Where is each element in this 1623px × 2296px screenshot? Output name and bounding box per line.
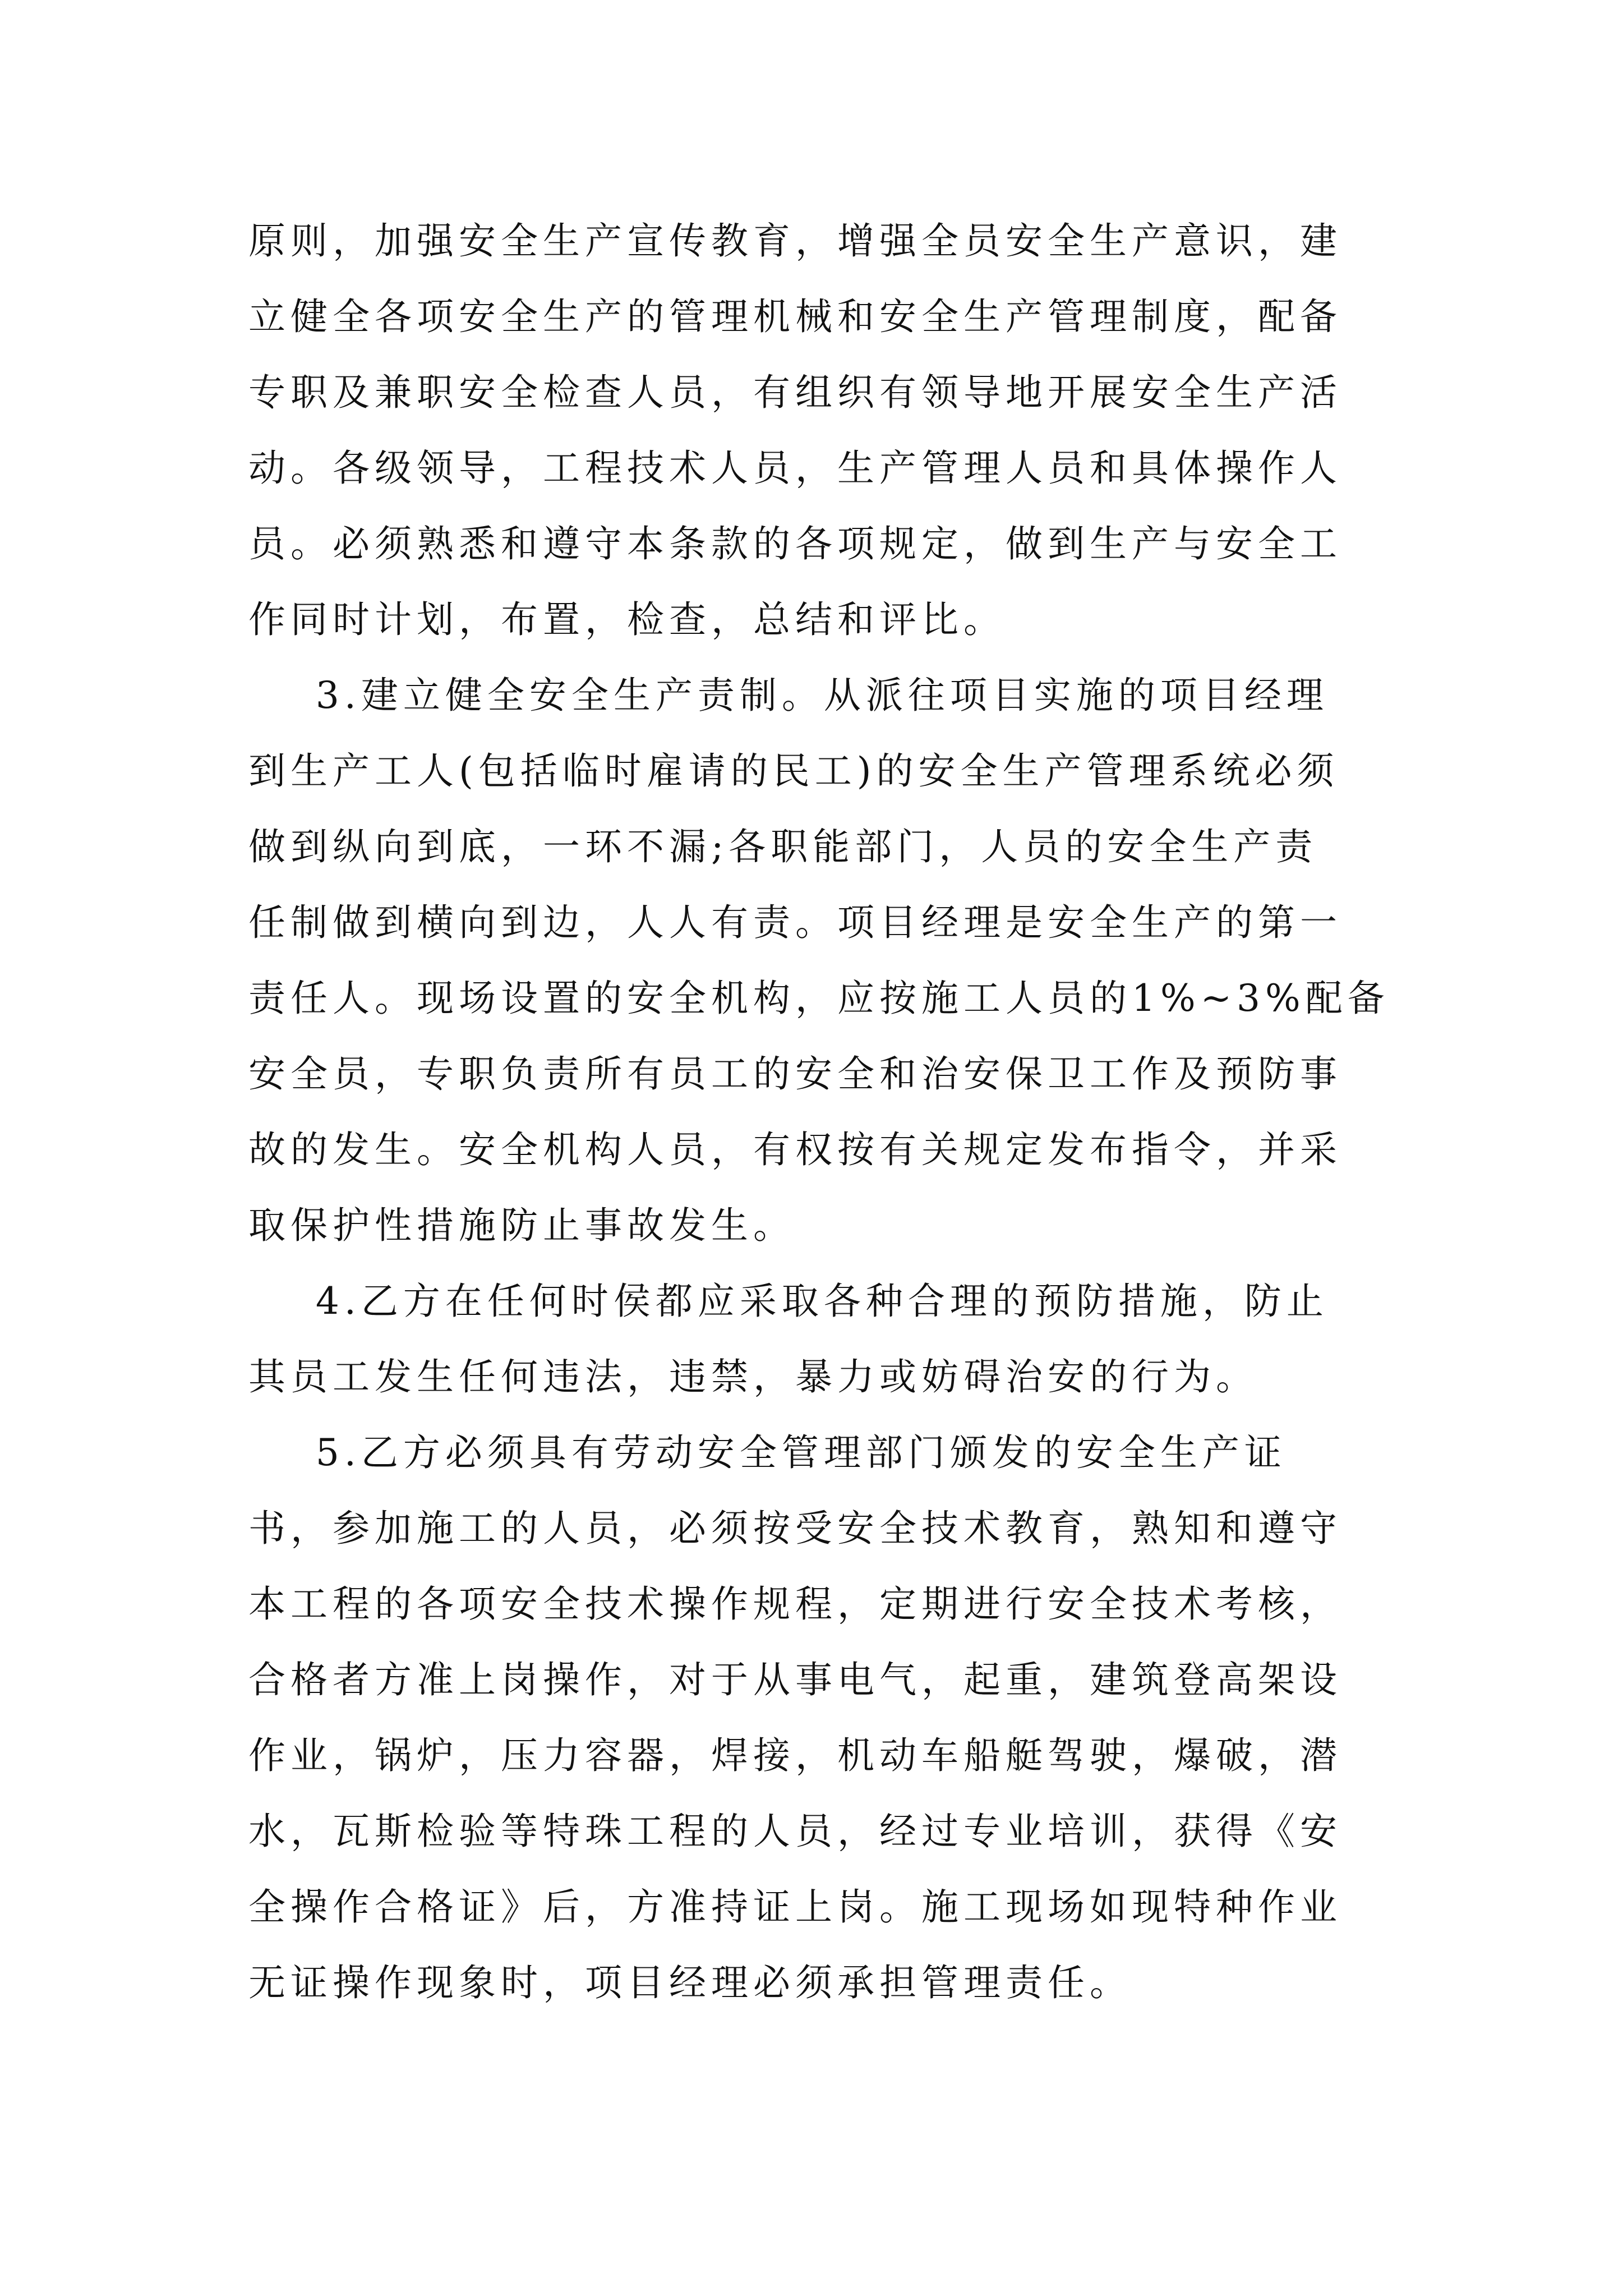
text-line: 书，参加施工的人员，必须按受安全技术教育，熟知和遵守	[248, 1507, 1342, 1550]
text-line: 其员工发生任何违法，违禁，暴力或妨碍治安的行为。	[248, 1355, 1258, 1398]
text-line: 无证操作现象时，项目经理必须承担管理责任。	[248, 1961, 1132, 2004]
text-line: 3.建立健全安全生产责制。从派往项目实施的项目经理	[248, 674, 1329, 717]
text-line: 5.乙方必须具有劳动安全管理部门颁发的安全生产证	[248, 1431, 1287, 1474]
text-line: 员。必须熟悉和遵守本条款的各项规定，做到生产与安全工	[248, 522, 1342, 565]
text-line: 做到纵向到底，一环不漏;各职能部门，人员的安全生产责	[248, 825, 1318, 868]
text-line: 任制做到横向到边，人人有责。项目经理是安全生产的第一	[248, 901, 1342, 944]
text-line: 责任人。现场设置的安全机构，应按施工人员的1%~3%配备	[248, 977, 1390, 1020]
text-line: 水，瓦斯检验等特珠工程的人员，经过专业培训，获得《安	[248, 1810, 1342, 1853]
text-line: 立健全各项安全生产的管理机械和安全生产管理制度，配备	[248, 295, 1342, 338]
text-line: 合格者方准上岗操作，对于从事电气，起重，建筑登高架设	[248, 1658, 1342, 1701]
paragraph-4	[248, 1263, 1379, 1415]
body-text	[248, 203, 1390, 2021]
text-line: 动。各级领导，工程技术人员，生产管理人员和具体操作人	[248, 447, 1342, 490]
text-line: 作同时计划，布置，检查，总结和评比。	[248, 598, 1006, 641]
text-line: 全操作合格证》后，方准持证上岗。施工现场如现特种作业	[248, 1885, 1342, 1929]
paragraph-3	[248, 657, 1390, 1263]
text-line: 4.乙方在任何时侯都应采取各种合理的预防措施，防止	[248, 1280, 1329, 1323]
paragraph-2-continued	[248, 203, 1379, 657]
text-line: 故的发生。安全机构人员，有权按有关规定发布指令，并采	[248, 1128, 1342, 1171]
text-line: 取保护性措施防止事故发生。	[248, 1204, 795, 1247]
text-line: 本工程的各项安全技术操作规程，定期进行安全技术考核，	[248, 1582, 1342, 1626]
paragraph-5	[248, 1415, 1379, 2021]
text-line: 专职及兼职安全检查人员，有组织有领导地开展安全生产活	[248, 371, 1342, 414]
text-line: 原则，加强安全生产宣传教育，增强全员安全生产意识，建	[248, 219, 1342, 263]
text-line: 安全员，专职负责所有员工的安全和治安保卫工作及预防事	[248, 1052, 1342, 1096]
text-line: 到生产工人(包括临时雇请的民工)的安全生产管理系统必须	[248, 749, 1339, 793]
text-line: 作业，锅炉，压力容器，焊接，机动车船艇驾驶，爆破，潜	[248, 1734, 1342, 1777]
